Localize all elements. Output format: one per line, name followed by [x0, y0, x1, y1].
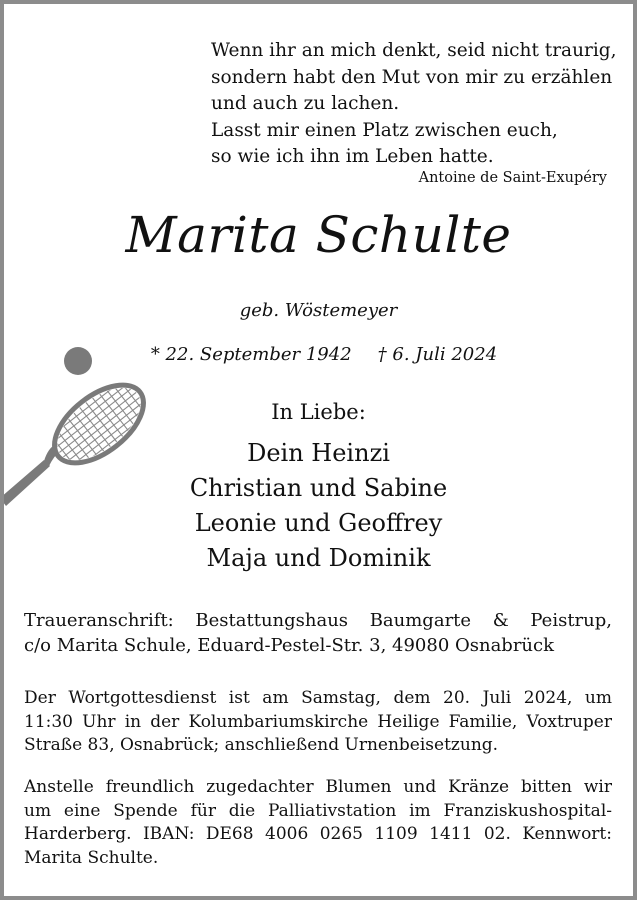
family-member: Dein Heinzi — [247, 439, 390, 467]
mourning-address — [24, 608, 612, 658]
donation-line: Marita Schulte. — [24, 847, 159, 868]
quote-line: und auch zu lachen. — [211, 93, 400, 114]
donation-line: Harderberg. IBAN: DE68 4006 0265 1109 1411 02. Kennwort: — [24, 824, 612, 844]
donation-line: um eine Spende für die Palliativstation im Franziskushospital- — [24, 800, 612, 821]
birth-date: * 22. September 1942 — [150, 344, 352, 365]
deceased-name: Marita Schulte — [125, 206, 512, 264]
quote-line: sondern habt den Mut von mir zu erzählen — [211, 66, 613, 88]
service-info — [24, 687, 612, 758]
quote-line: Lasst mir einen Platz zwischen euch, — [211, 119, 558, 141]
quote-author: Antoine de Saint-Exupéry — [418, 170, 607, 186]
family-heading: In Liebe: — [271, 400, 366, 424]
maiden-name: geb. Wöstemeyer — [239, 300, 398, 321]
life-dates — [144, 344, 504, 365]
family-member: Leonie und Geoffrey — [194, 509, 443, 537]
poem-quote — [211, 38, 617, 171]
donation-line: Anstelle freundlich zugedachter Blumen und Kränze bitten wir — [24, 777, 612, 797]
death-date: † 6. Juli 2024 — [377, 344, 498, 365]
service-line: Der Wortgottesdienst ist am Samstag, dem 20. Juli 2024, um — [24, 688, 612, 708]
address-line: c/o Marita Schule, Eduard-Pestel-Str. 3, 49080 Osnabrück — [24, 635, 555, 656]
quote-line: so wie ich ihn im Leben hatte. — [211, 146, 494, 167]
tennis-ball-icon — [64, 347, 92, 375]
family-list — [4, 436, 633, 576]
donation-request — [24, 776, 612, 870]
family-member: Maja und Dominik — [206, 544, 431, 572]
address-line: Traueranschrift: Bestattungshaus Baumgarte & Peistrup, — [24, 610, 612, 631]
family-member: Christian und Sabine — [189, 474, 448, 502]
service-line: Straße 83, Osnabrück; anschließend Urnenbeisetzung. — [24, 735, 499, 755]
service-line: 11:30 Uhr in der Kolumbariumskirche Heilige Familie, Voxtruper — [24, 711, 612, 732]
quote-line: Wenn ihr an mich denkt, seid nicht traurig, — [211, 40, 617, 61]
